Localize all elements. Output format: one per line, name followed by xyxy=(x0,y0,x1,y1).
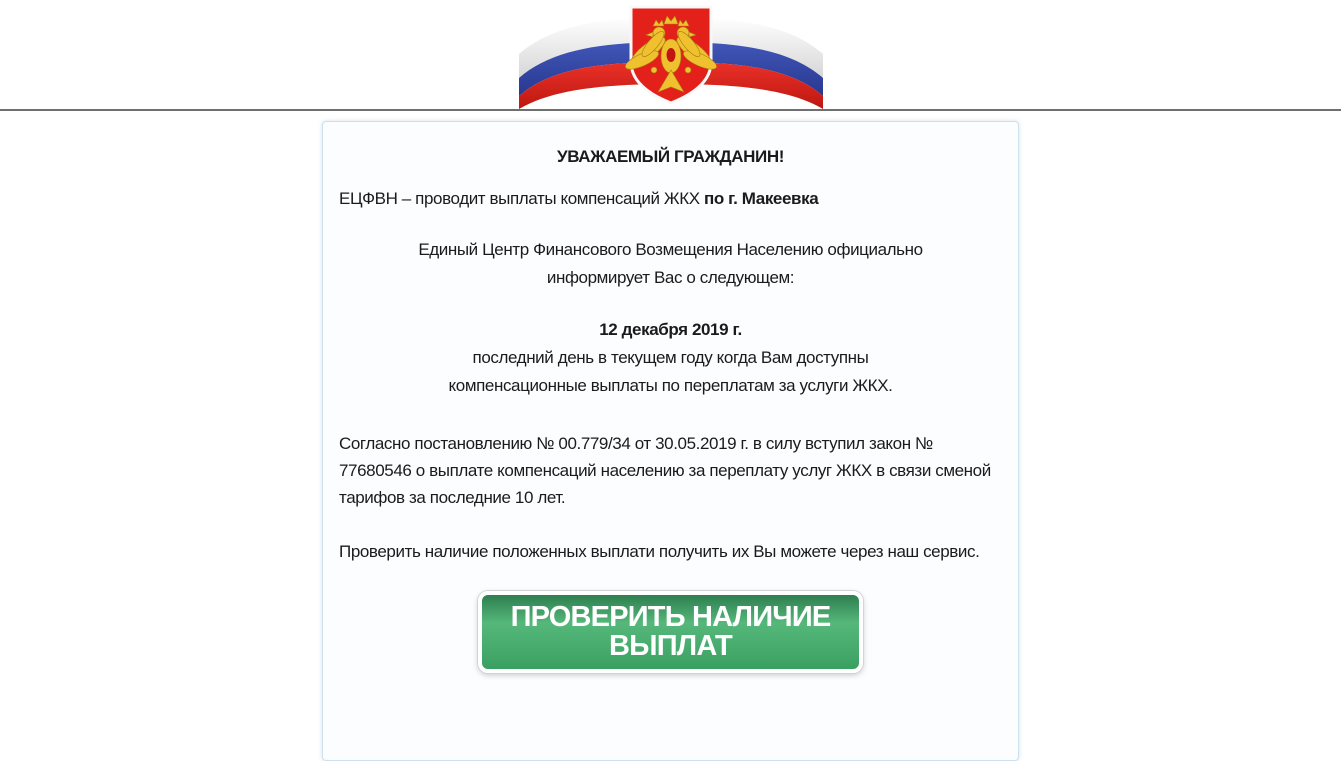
intro-text: ЕЦФВН – проводит выплаты компенсаций ЖКХ xyxy=(339,189,700,208)
header xyxy=(0,0,1341,109)
law-paragraph: Согласно постановлению № 00.779/34 от 30.05.2019 г. в силу вступил закон № 77680546 о выплате компенсаций населению за переплату услуг ЖКХ в связи сменой тарифов за последние 10 лет. xyxy=(339,434,991,507)
deadline-block xyxy=(339,316,1002,400)
notice-heading: УВАЖАЕМЫЙ ГРАЖДАНИН! xyxy=(557,147,784,166)
intro-line xyxy=(339,186,1002,212)
official-info-line2: информирует Вас о следующем: xyxy=(546,268,795,287)
check-payments-button[interactable]: ПРОВЕРИТЬ НАЛИЧИЕ ВЫПЛАТ xyxy=(478,591,863,673)
deadline-line2: компенсационные выплаты по переплатам за услуги ЖКХ. xyxy=(448,376,893,395)
deadline-date: 12 декабря 2019 г. xyxy=(599,320,742,339)
russia-flag-emblem-icon xyxy=(511,4,831,110)
service-line: Проверить наличие положенных выплати получить их Вы можете через наш сервис. xyxy=(339,542,980,561)
button-row xyxy=(339,591,1002,673)
notice-panel xyxy=(322,121,1019,761)
official-info-line1: Единый Центр Финансового Возмещения Населению официально xyxy=(418,240,923,259)
deadline-line1: последний день в текущем году когда Вам доступны xyxy=(472,348,869,367)
intro-city: по г. Макеевка xyxy=(704,189,819,208)
official-info-block xyxy=(339,236,1002,292)
